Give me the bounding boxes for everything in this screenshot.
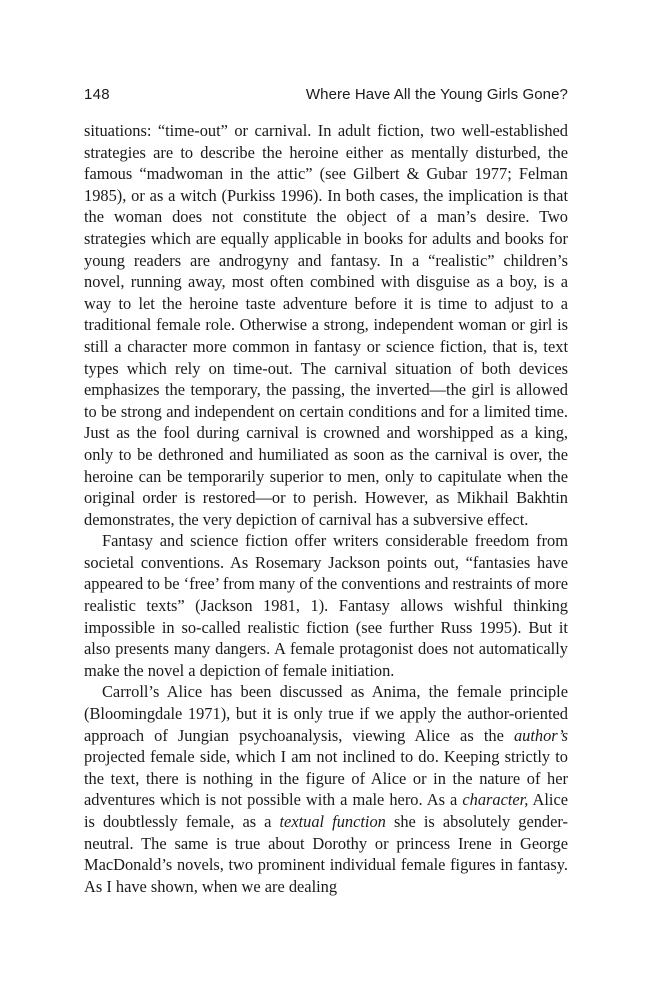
- body-text: [84, 120, 568, 897]
- running-title: Where Have All the Young Girls Gone?: [305, 86, 568, 103]
- page-number: 148: [84, 86, 110, 103]
- text-run: she is absolutely gender-neutral. The same is true about Dorothy or princess Irene in George MacDonald’s novels, two prominent individual female figures in fantasy. As I have shown, when we are dealing: [84, 812, 568, 896]
- paragraph-fantasy: Fantasy and science fiction offer writers considerable freedom from societal conventions. As Rosemary Jackson points out, “fantasies have appeared to be ‘free’ from many of the conventions and restraints of more realistic texts” (Jackson 1981, 1). Fantasy allows wishful thinking impossible in so-called realistic fiction (see further Russ 1995). But it also presents many dangers. A female protagonist does not automatically make the novel a depiction of female initiation.: [84, 531, 568, 680]
- text-run: Alice is doubtlessly female, as a: [84, 790, 569, 831]
- italic-text: textual function: [279, 812, 386, 831]
- text-run: Carroll’s Alice has been discussed as Anima, the female principle (Bloomingdale 1971), but it is only true if we apply the author-oriented approach of Jungian psychoanalysis, viewing Alice as the: [84, 682, 568, 745]
- italic-text: character,: [462, 790, 529, 810]
- italic-text: author’s: [513, 725, 568, 745]
- running-head: [84, 86, 568, 108]
- paragraph-alice: [84, 681, 568, 897]
- book-page: [84, 86, 568, 897]
- text-run: projected female side, which I am not inclined to do. Keeping strictly to the text, there is nothing in the figure of Alice or in the nature of her adventures which is not possible with a male hero. As a: [84, 747, 568, 810]
- paragraph-carnival: situations: “time-out” or carnival. In adult fiction, two well-established strategies are to describe the heroine either as mentally disturbed, the famous “madwoman in the attic” (see Gilbert & Gubar 1977; Felman 1985), or as a witch (Purkiss 1996). In both cases, the implication is that the woman does not constitute the object of a man’s desire. Two strategies which are equally applicable in books for adults and books for young readers are androgyny and fantasy. In a “realistic” children’s novel, running away, most often combined with disguise as a boy, is a way to let the heroine taste adventure before it is time to adjust to a traditional female role. Otherwise a strong, independent woman or girl is still a character more common in fantasy or science fiction, that is, text types which rely on time-out. The carnival situation of both devices emphasizes the temporary, the passing, the inverted—the girl is allowed to be strong and independent on certain conditions and for a limited time. Just as the fool during carnival is crowned and worshipped as a king, only to be dethroned and humiliated as soon as the carnival is over, the heroine can be temporarily superior to men, only to capitulate when the original order is restored—or to perish. However, as Mikhail Bakhtin demonstrates, the very depiction of carnival has a subversive effect.: [84, 121, 568, 529]
